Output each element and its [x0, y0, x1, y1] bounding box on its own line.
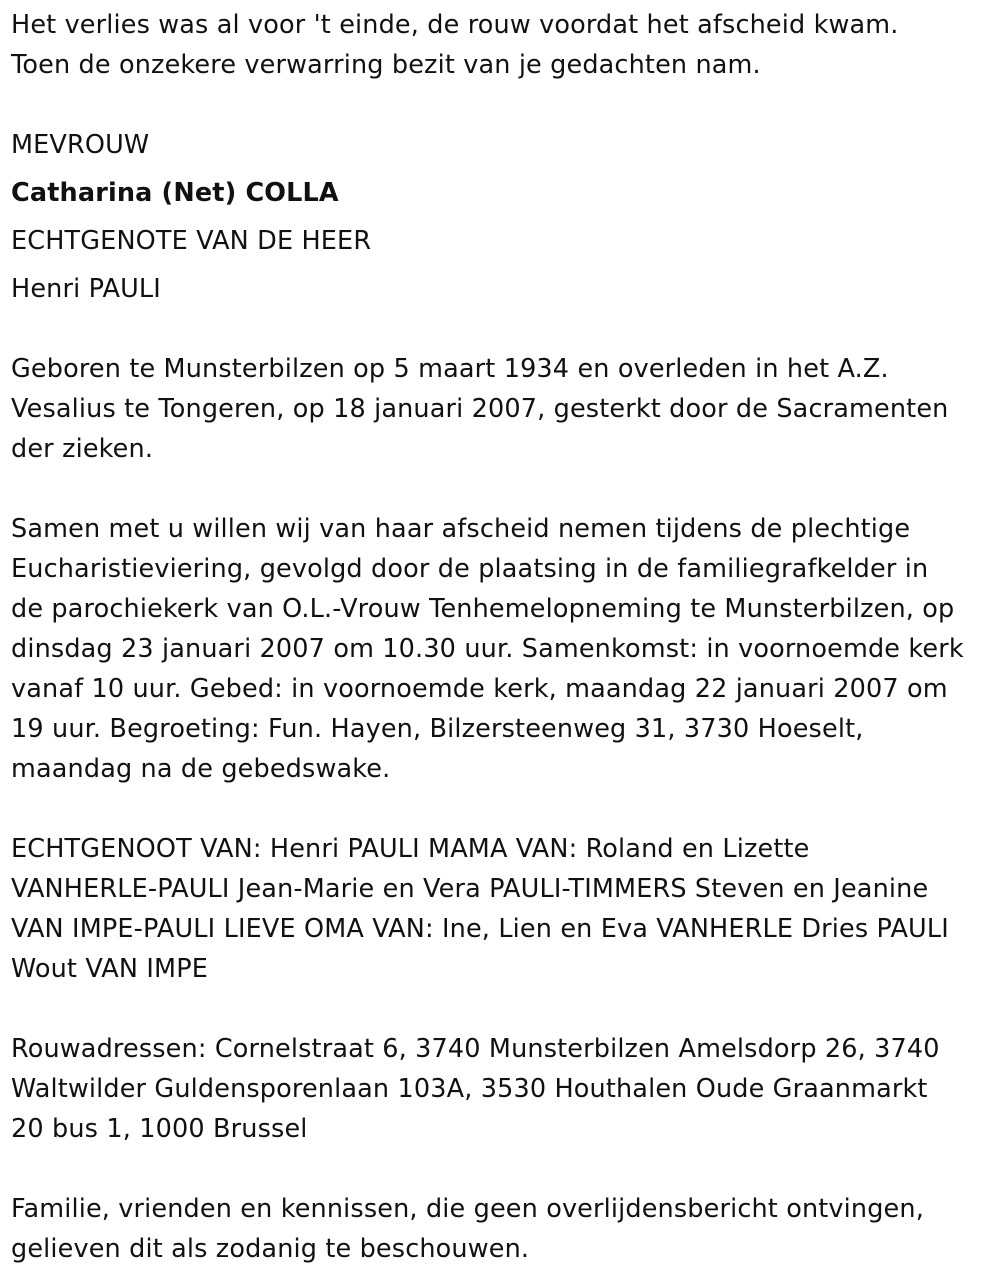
family-line: ECHTGENOOT VAN: Henri PAULI MAMA VAN: Roland en Lizette [11, 834, 810, 864]
ceremony-section [11, 509, 996, 789]
section-spacer [11, 85, 996, 125]
family-section [11, 829, 996, 989]
section-spacer [11, 789, 996, 829]
spouse-name: Henri PAULI [11, 274, 161, 304]
deceased-title: MEVROUW [11, 130, 150, 160]
family-line: VANHERLE-PAULI Jean-Marie en Vera PAULI-TIMMERS Steven en Jeanine [11, 874, 929, 904]
closing-section [11, 1189, 996, 1269]
deceased-name: Catharina (Net) COLLA [11, 178, 339, 208]
family-line: VAN IMPE-PAULI LIEVE OMA VAN: Ine, Lien en Eva VANHERLE Dries PAULI [11, 914, 949, 944]
birth-death-line: Vesalius te Tongeren, op 18 januari 2007, gesterkt door de Sacramenten [11, 394, 949, 424]
deceased-section [11, 125, 996, 309]
ceremony-line: maandag na de gebedswake. [11, 754, 391, 784]
address-line: Rouwadressen: Cornelstraat 6, 3740 Munsterbilzen Amelsdorp 26, 3740 [11, 1034, 940, 1064]
section-spacer [11, 469, 996, 509]
section-spacer [11, 309, 996, 349]
ceremony-line: dinsdag 23 januari 2007 om 10.30 uur. Samenkomst: in voornoemde kerk [11, 634, 964, 664]
address-line: 20 bus 1, 1000 Brussel [11, 1114, 308, 1144]
section-spacer [11, 1149, 996, 1189]
birth-death-line: der zieken. [11, 434, 154, 464]
poem-line: Toen de onzekere verwarring bezit van je gedachten nam. [11, 50, 761, 80]
family-line: Wout VAN IMPE [11, 954, 208, 984]
birth-death-line: Geboren te Munsterbilzen op 5 maart 1934 en overleden in het A.Z. [11, 354, 889, 384]
address-line: Waltwilder Guldensporenlaan 103A, 3530 Houthalen Oude Graanmarkt [11, 1074, 928, 1104]
deceased-relation: ECHTGENOTE VAN DE HEER [11, 226, 372, 256]
ceremony-line: de parochiekerk van O.L.-Vrouw Tenhemelopneming te Munsterbilzen, op [11, 594, 955, 624]
obituary-document [11, 5, 996, 1269]
poem-section [11, 5, 996, 85]
ceremony-line: vanaf 10 uur. Gebed: in voornoemde kerk, maandag 22 januari 2007 om [11, 674, 948, 704]
section-spacer [11, 989, 996, 1029]
birth-death-section [11, 349, 996, 469]
closing-line: Familie, vrienden en kennissen, die geen overlijdensbericht ontvingen, [11, 1194, 924, 1224]
ceremony-line: Eucharistieviering, gevolgd door de plaatsing in de familiegrafkelder in [11, 554, 929, 584]
poem-line: Het verlies was al voor 't einde, de rouw voordat het afscheid kwam. [11, 10, 899, 40]
ceremony-line: 19 uur. Begroeting: Fun. Hayen, Bilzersteenweg 31, 3730 Hoeselt, [11, 714, 864, 744]
addresses-section [11, 1029, 996, 1149]
closing-line: gelieven dit als zodanig te beschouwen. [11, 1234, 530, 1264]
ceremony-line: Samen met u willen wij van haar afscheid nemen tijdens de plechtige [11, 514, 911, 544]
